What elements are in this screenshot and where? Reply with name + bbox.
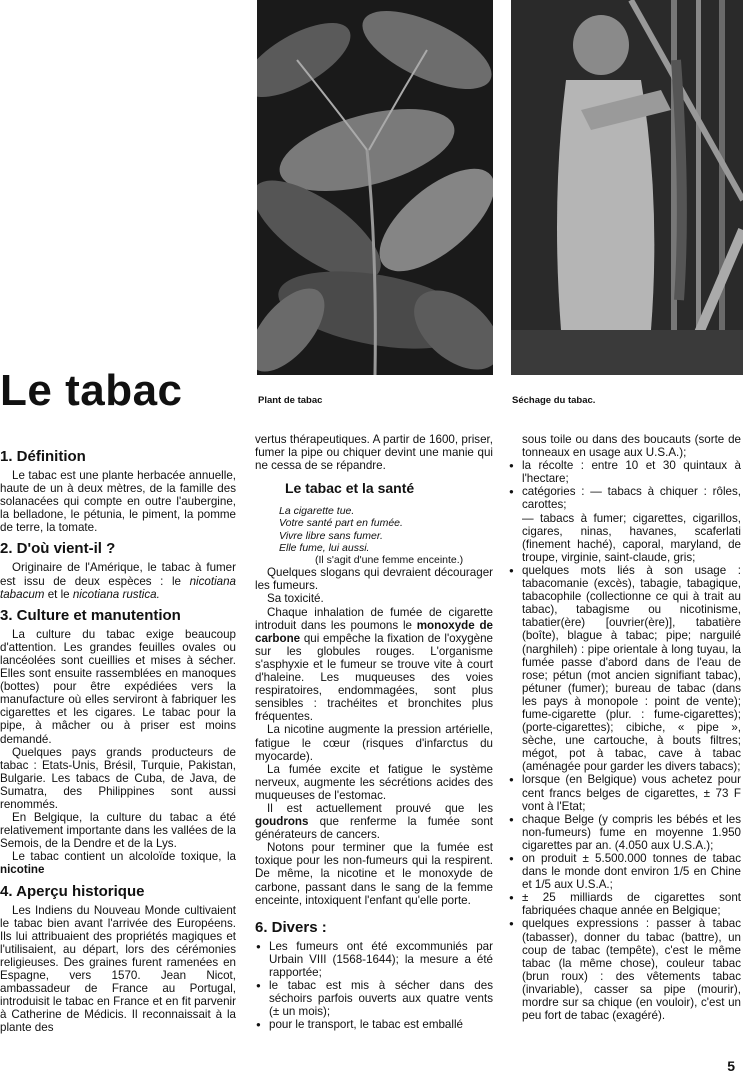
paragraph: Sa toxicité. <box>267 592 324 606</box>
tobacco-drying-photo <box>511 0 743 375</box>
section-heading-definition: 1. Définition <box>0 448 86 465</box>
list-item: ● chaque Belge (y compris les bébés et les non-fumeurs) fume en moyenne 1.950 cigarettes par an. (4.050 aux U.S.A.); <box>508 813 741 852</box>
paragraph: Les Indiens du Nouveau Monde cultivaient le tabac bien avant l'arrivée des Européens. Ils lui attribuaient des propriétés magiques et l'utilisaient, au départ, lors des cérémonies religieuses. Des graines furent ramenées en Espagne, vers 1570. Jean Nicot, ambassadeur de France au Portugal, introduisit le tabac en France et en fit parvenir à Catherine de Médicis. Il reconnaissait à la plante des <box>0 903 236 1035</box>
paragraph: Il est actuellement prouvé que les goudrons que renferme la fumée sont générateurs de cancers. <box>255 801 493 842</box>
column-3 <box>508 433 741 1022</box>
slogan-note: (Il s'agit d'une femme enceinte.) <box>315 554 464 567</box>
list-item-continued: sous toile ou dans des boucauts (sorte de tonneaux en usage aux U.S.A.); <box>522 433 741 460</box>
slogan-list <box>255 505 493 554</box>
list-item: ● lorsque (en Belgique) vous achetez pour cent francs belges de cigarettes, ± 73 F vont à l'Etat; <box>508 773 741 812</box>
paragraph: La culture du tabac exige beaucoup d'attention. Les grandes feuilles ovales ou lancéolées sont cueillies et mises à sécher. Elles sont ensuite rassemblées en manoques (bottes) pour être expédiées vers la manufacture où elles serviront à fabriquer les cigarettes et les cigares. Le tabac pour la pipe, à mâcher ou à priser est moins demandé. <box>0 627 236 746</box>
paragraph: La fumée excite et fatigue le système nerveux, augmente les sécrétions acides des muqueuses de l'estomac. <box>255 762 493 802</box>
slogan: La cigarette tue. <box>279 505 355 518</box>
list-item: ● catégories : — tabacs à chiquer : rôles, carottes; — tabacs à fumer; cigarettes, cigarillos, cigares, ninas, havanes, scaferlati (finement haché), caporal, maryland, de troupe, virginie, saint-claude, gris; <box>508 485 741 564</box>
section-heading-origin: 2. D'où vient-il ? <box>0 540 116 558</box>
list-item: ● on produit ± 5.500.000 tonnes de tabac dans le monde dont environ 1/5 en Chine et 1/5 aux U.S.A.; <box>508 852 741 891</box>
photo-caption-plant: Plant de tabac <box>258 395 323 406</box>
list-item: ● pour le transport, le tabac est emballé <box>255 1018 493 1031</box>
paragraph: Le tabac est une plante herbacée annuelle, haute de un à deux mètres, de la famille des solanacées qui compte en outre l'aubergine, la belladone, le pétunia, le piment, la pomme de terre, la tomate. <box>0 469 236 535</box>
misc-list <box>255 940 493 1032</box>
paragraph: Originaire de l'Amérique, le tabac à fumer est issu de deux espèces : le nicotiana tabacum et le nicotiana rustica. <box>0 561 236 601</box>
section-heading-culture: 3. Culture et manutention <box>0 606 181 624</box>
column-2 <box>255 433 493 1031</box>
list-item: ● Les fumeurs ont été excommuniés par Urbain VIII (1568-1644); la mesure a été rapportée; <box>255 940 493 979</box>
list-item: ● quelques mots liés à son usage : tabacomanie (excès), tabagie, tabagique, tabacophile (collectionne ce qui à trait au tabac), tabagisme ou nicotinisme, tabatier(ère) [ouvrier(ère)], tabatière (boîte), blague à tabac; pipe; narguilé (narghileh) : pipe orientale à long tuyau, la fumée passe d'abord dans de l'eau de rose; pétun (mot ancien signifiant tabac), pétuner (fumer); bureau de tabac (dans les pays à monopole : point de vente); fume-cigarette (plur. : fume-cigarettes); (porte-cigarettes); cibiche, « pipe », sèche, une cartouche, à bouts filtres; mégot, pot à tabac, cave à tabac (aménagée pour garder les divers tabacs); <box>508 564 741 774</box>
paragraph: Quelques pays grands producteurs de tabac : Etats-Unis, Brésil, Turquie, Pakistan, Bulgarie. Les tabacs de Cuba, de Java, de Sumatra, des Philippines sont aussi renommés. <box>0 745 236 811</box>
list-item: ● le tabac est mis à sécher dans des séchoirs parfois ouverts aux quatre vents (± un mois); <box>255 979 493 1018</box>
slogan: Elle fume, lui aussi. <box>279 541 370 554</box>
paragraph: Quelques slogans qui devraient décourager les fumeurs. <box>255 566 493 593</box>
section-heading-misc: 6. Divers : <box>255 918 327 936</box>
paragraph: Notons pour terminer que la fumée est toxique pour les non-fumeurs qui la respirent. De même, la nicotine et le monoxyde de carbone, passant dans le sang de la femme enceinte, intoxiquent l'enfant qu'elle porte. <box>255 841 493 907</box>
page-number: 5 <box>727 1058 735 1074</box>
list-item: ● ± 25 milliards de cigarettes sont fabriquées chaque année en Belgique; <box>508 891 741 917</box>
paragraph: Chaque inhalation de fumée de cigarette introduit dans les poumons le monoxyde de carbone qui empêche la fixation de l'oxygène sur les globules rouges. L'organisme s'asphyxie et le fumeur se trouve vite à court d'haleine. Les muqueuses des voies respiratoires, endommagées, sont plus sensibles : trachéites et bronchites plus fréquentes. <box>255 605 494 724</box>
photo-caption-drying: Séchage du tabac. <box>512 395 596 406</box>
paragraph: La nicotine augmente la pression artérielle, fatigue le cœur (risques d'infarctus du myocarde). <box>255 723 493 763</box>
column-1 <box>0 448 236 1034</box>
paragraph: Le tabac contient un alcoloïde toxique, la nicotine <box>0 850 236 877</box>
subsection-heading-health: Le tabac et la santé <box>285 480 415 497</box>
categories-continued: — tabacs à fumer; cigarettes, cigarillos, cigares, ninas, havanes, scaferlati (finement haché), caporal, maryland, de troupe, virginie, saint-claude, gris; <box>522 511 741 564</box>
paragraph: vertus thérapeutiques. A partir de 1600, priser, fumer la pipe ou chiquer devint une manie qui ne cessa de se répandre. <box>255 433 493 473</box>
list-item: ● quelques expressions : passer à tabac (tabasser), donner du tabac (battre), un coup de tabac (tempête), c'est le même tabac (la même chose), couleur tabac (brun roux) : des vêtements tabac (invariable), casser sa pipe (mourir), mordre sur sa chique (en vouloir), c'est un peu fort de tabac (exagéré). <box>508 917 741 1022</box>
tobacco-plant-photo <box>257 0 493 375</box>
section-heading-history: 4. Aperçu historique <box>0 882 145 900</box>
paragraph: En Belgique, la culture du tabac a été relativement importante dans les vallées de la Semois, de la Dendre et de la Lys. <box>0 811 236 851</box>
misc-list-continued <box>508 459 741 1022</box>
list-item: ● la récolte : entre 10 et 30 quintaux à l'hectare; <box>508 459 741 485</box>
slogan: Votre santé part en fumée. <box>279 517 403 530</box>
slogan: Vivre libre sans fumer. <box>279 529 383 542</box>
page-title: Le tabac <box>0 366 183 415</box>
